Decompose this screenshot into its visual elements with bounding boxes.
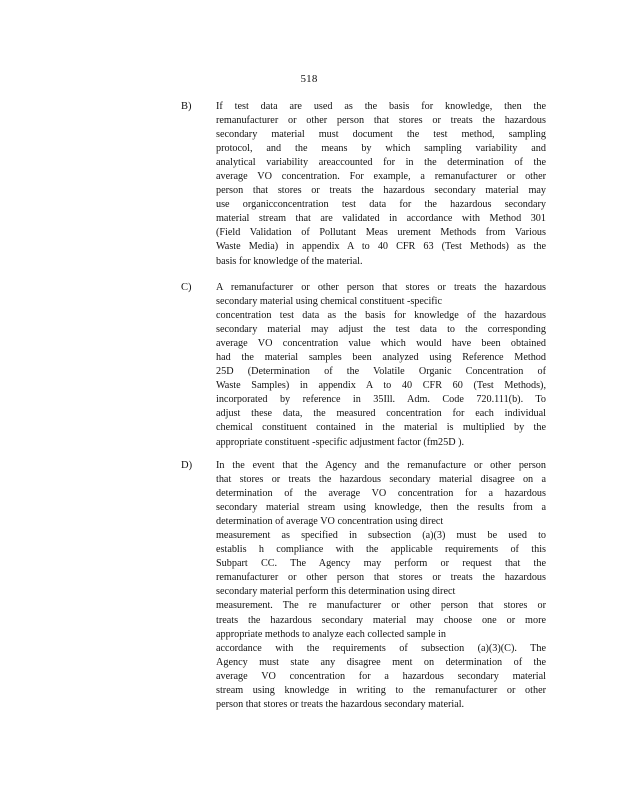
text-line: remanufacturer or other person that stores or treats the hazardous (216, 572, 546, 584)
text-line: Waste Samples) in appendix A to 40 CFR 60 (Test Methods), (216, 380, 546, 392)
text-line: remanufacturer or other person that stores or treats the hazardous (216, 115, 546, 127)
text-line: adjust these data, the measured concentration for each individual (216, 408, 546, 420)
text-line: 25D (Determination of the Volatile Organic Concentration of (216, 366, 546, 378)
paragraph-label: D) (181, 460, 193, 471)
text-line: (Field Validation of Pollutant Meas urement Methods from Various (216, 227, 546, 239)
text-line: determination of average VO concentration using direct (216, 516, 444, 528)
text-line: Waste Media) in appendix A to 40 CFR 63 (Test Methods) as the (216, 241, 546, 253)
text-line: secondary material stream using knowledge, then the results from a (216, 502, 546, 514)
text-line: determination of the average VO concentration for a hazardous (216, 488, 546, 500)
paragraph-body (216, 459, 546, 712)
text-line: accordance with the requirements of subsection (a)(3)(C). The (216, 642, 546, 654)
text-line: secondary material using chemical constituent -specific (216, 296, 443, 308)
text-line: chemical constituent contained in the material is multiplied by the (216, 422, 546, 434)
paragraph-label: B) (181, 101, 192, 112)
text-line: person that stores or treats the hazardous secondary material. (216, 698, 465, 710)
text-line: Subpart CC. The Agency may perform or request that the (216, 558, 546, 570)
text-line: stream using knowledge in writing to the remanufacturer or other (216, 684, 546, 696)
text-line: basis for knowledge of the material. (216, 255, 363, 267)
paragraph-label: C) (181, 282, 192, 293)
text-line: secondary material may adjust the test data to the corresponding (216, 324, 546, 336)
text-line: material stream that are validated in accordance with Method 301 (216, 213, 546, 225)
text-line: measurement as specified in subsection (a)(3) must be used to (216, 530, 546, 542)
text-line: that stores or treats the hazardous secondary material disagree on a (216, 474, 546, 486)
text-line: secondary material perform this determination using direct (216, 586, 456, 598)
page-number: 518 (300, 73, 318, 85)
paragraph-body (216, 100, 546, 269)
text-line: In the event that the Agency and the remanufacture or other person (216, 460, 546, 471)
text-line: treats the hazardous secondary material may choose one or more (216, 614, 546, 626)
text-line: appropriate methods to analyze each collected sample in (216, 628, 446, 640)
text-line: analytical variability areaccounted for in the determination of the (216, 157, 546, 169)
text-line: use organicconcentration test data for the hazardous secondary (216, 199, 546, 211)
text-line: appropriate constituent -specific adjustment factor (fm25D ). (216, 436, 465, 448)
text-line: average VO concentration. For example, a remanufacturer or other (216, 171, 546, 183)
text-line: establis h compliance with the applicable requirements of this (216, 544, 546, 556)
text-line: Agency must state any disagree ment on determination of the (216, 656, 546, 668)
paragraph-body (216, 281, 546, 450)
text-line: incorporated by reference in 35Ill. Adm. Code 720.111(b). To (216, 394, 546, 406)
text-line: protocol, and the means by which sampling variability and (216, 143, 546, 155)
text-line: concentration test data as the basis for knowledge of the hazardous (216, 310, 546, 322)
text-line: person that stores or treats the hazardous secondary material may (216, 185, 546, 197)
text-line: average VO concentration value which would have been obtained (216, 338, 546, 350)
text-line: If test data are used as the basis for knowledge, then the (216, 101, 546, 112)
text-line: A remanufacturer or other person that stores or treats the hazardous (216, 282, 546, 293)
text-line: measurement. The re manufacturer or other person that stores or (216, 600, 546, 612)
text-line: secondary material must document the test method, sampling (216, 129, 546, 141)
text-line: had the material samples been analyzed using Reference Method (216, 352, 546, 364)
text-line: average VO concentration for a hazardous secondary material (216, 670, 546, 682)
